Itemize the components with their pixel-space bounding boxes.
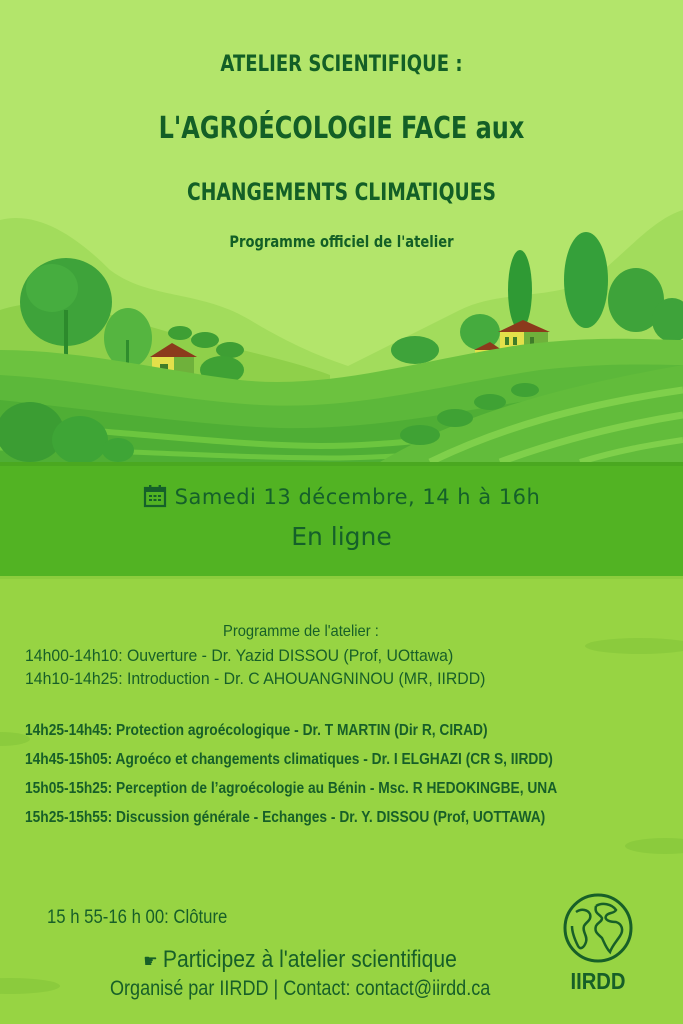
programme-time: 14h25-14h45: — [25, 722, 113, 739]
organizer-contact — [0, 977, 600, 1001]
title-line-2: L'AGROÉCOLOGIE FACE aux — [158, 111, 525, 146]
event-location: En ligne — [291, 522, 392, 551]
closing-item: 15 h 55-16 h 00: Clôture — [47, 907, 228, 928]
programme-time: 15h05-15h25: — [25, 780, 113, 797]
programme-item — [25, 809, 545, 827]
programme-text: Protection agroécologique - Dr. T MARTIN (Dir R, CIRAD) — [116, 722, 488, 739]
programme-time: 14h10-14h25: — [25, 669, 123, 688]
subtitle: Programme officiel de l'atelier — [229, 232, 454, 251]
decorative-shape — [625, 838, 683, 854]
programme-time: 15h25-15h55: — [25, 809, 113, 826]
event-date — [0, 484, 683, 513]
cta-text: Participez à l'atelier scientifique — [162, 946, 457, 973]
programme-item — [25, 669, 485, 689]
programme-text: Introduction - Dr. C AHOUANGNINOU (MR, IIRDD) — [126, 669, 486, 688]
programme-item — [25, 751, 553, 769]
programme-item — [25, 646, 453, 666]
programme-item — [25, 780, 557, 798]
programme-time: 14h00-14h10: — [25, 646, 123, 665]
globe-icon — [562, 892, 634, 964]
header-illustration — [0, 0, 683, 462]
programme-text: Perception de l’agroécologie au Bénin - Msc. R HEDOKINGBE, UNA — [116, 780, 558, 797]
programme-text: Agroéco et changements climatiques - Dr. I ELGHAZI (CR S, IIRDD) — [115, 751, 553, 768]
programme-text: Ouverture - Dr. Yazid DISSOU (Prof, UOttawa) — [126, 646, 454, 665]
title-line-1: ATELIER SCIENTIFIQUE : — [220, 52, 463, 77]
programme-text: Discussion générale - Echanges - Dr. Y. DISSOU (Prof, UOTTAWA) — [116, 809, 546, 826]
title-line-3: CHANGEMENTS CLIMATIQUES — [186, 178, 496, 206]
organizer-text: Organisé par IIRDD | Contact: contact@iirdd.ca — [109, 977, 491, 1000]
programme-item — [25, 722, 488, 740]
section-divider — [0, 576, 683, 579]
event-date-text: Samedi 13 décembre, 14 h à 16h — [174, 485, 541, 509]
programme-time: 14h45-15h05: — [25, 751, 113, 768]
band-divider — [0, 462, 683, 466]
call-to-action[interactable] — [0, 946, 600, 974]
decorative-shape — [585, 638, 683, 654]
pointing-hand-icon: ☛ — [143, 951, 158, 971]
logo-text: IIRDD — [570, 968, 626, 994]
calendar-icon — [143, 484, 167, 513]
date-band — [0, 462, 683, 578]
programme-title: Programme de l'atelier : — [223, 623, 379, 640]
